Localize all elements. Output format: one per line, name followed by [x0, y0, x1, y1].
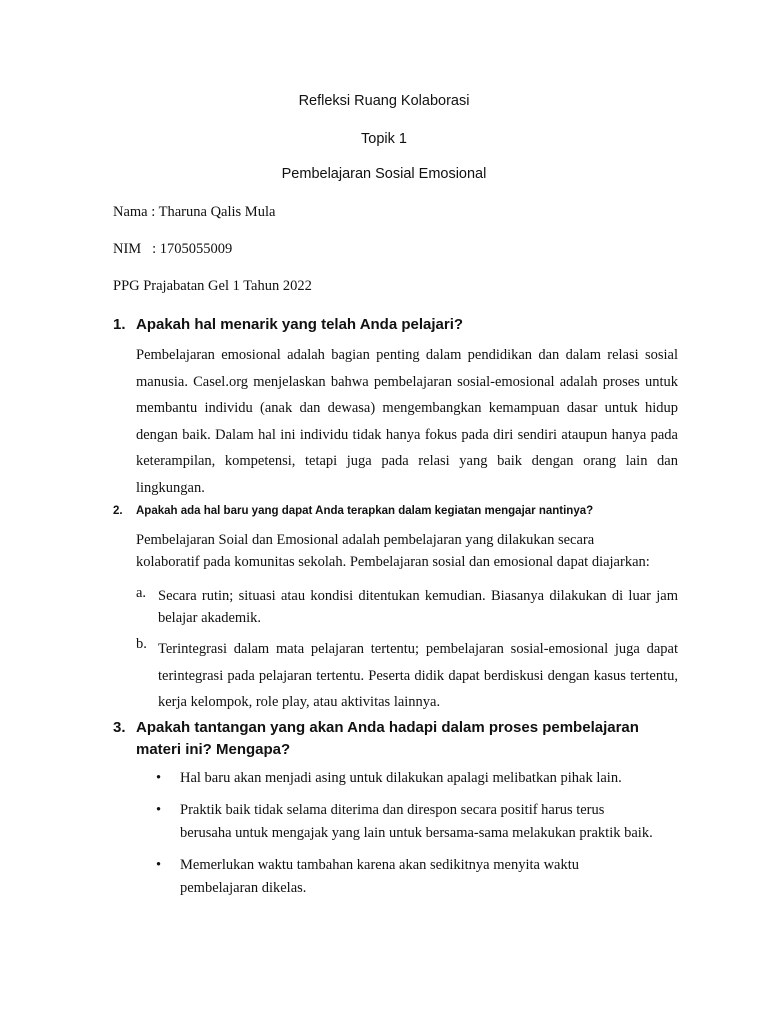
list-item-a-marker: a.	[136, 585, 147, 601]
answer-2-intro-line-1: Pembelajaran Soial dan Emosional adalah pembelajaran yang dilakukan secara	[136, 532, 595, 548]
list-item-a-text: Secara rutin; situasi atau kondisi ditentukan kemudian. Biasanya dilakukan di luar jam belajar akademik.	[158, 588, 678, 626]
question-3-text-line-1: Apakah tantangan yang akan Anda hadapi dalam proses pembelajaran	[136, 719, 639, 736]
program-info: PPG Prajabatan Gel 1 Tahun 2022	[113, 278, 312, 294]
bullet-2-marker: •	[156, 802, 162, 818]
bullet-2-text-line-1: Praktik baik tidak selama diterima dan direspon secara positif harus terus	[180, 802, 605, 818]
list-item-b-text: Terintegrasi dalam mata pelajaran tertentu; pembelajaran sosial-emosional juga dapat terintegrasi pada pelajaran tertentu. Peserta didik dapat berdiskusi dengan kasus tertentu, kerja kelompok, role play, atau aktivitas lainnya.	[158, 641, 678, 710]
bullet-3-text-line-2: pembelajaran dikelas.	[180, 880, 307, 896]
bullet-2-text-line-2: berusaha untuk mengajak yang lain untuk bersama-sama melakukan praktik baik.	[180, 825, 653, 841]
document-subject: Pembelajaran Sosial Emosional	[281, 166, 487, 182]
bullet-1-marker: •	[156, 770, 162, 786]
question-3-text-line-2: materi ini? Mengapa?	[136, 741, 291, 758]
student-name: Nama : Tharuna Qalis Mula	[113, 204, 276, 220]
question-2-text: Apakah ada hal baru yang dapat Anda terapkan dalam kegiatan mengajar nantinya?	[136, 505, 594, 517]
document-topic: Topik 1	[361, 131, 407, 147]
student-nim: NIM : 1705055009	[113, 241, 233, 257]
answer-1-paragraph: Pembelajaran emosional adalah bagian penting dalam pendidikan dan dalam relasi sosial manusia. Casel.org menjelaskan bahwa pembelajaran sosial-emosional adalah proses untuk membantu individu (anak dan dewasa) mengembangkan kemampuan dasar untuk hidup dengan baik. Dalam hal ini individu tidak hanya fokus pada diri sendiri ataupun hanya pada keterampilan, kompetensi, tetapi juga pada relasi yang baik dengan orang lain dan lingkungan.	[136, 347, 678, 496]
bullet-3-text-line-1: Memerlukan waktu tambahan karena akan sedikitnya menyita waktu	[180, 857, 580, 873]
document-title: Refleksi Ruang Kolaborasi	[298, 93, 470, 109]
answer-2-intro-line-2: kolaboratif pada komunitas sekolah. Pembelajaran sosial dan emosional dapat diajarkan:	[136, 554, 650, 570]
question-3-number: 3.	[113, 719, 126, 736]
bullet-3-marker: •	[156, 857, 162, 873]
question-1-text: Apakah hal menarik yang telah Anda pelajari?	[136, 316, 464, 333]
question-2-number: 2.	[113, 505, 123, 517]
question-1-number: 1.	[113, 316, 126, 333]
list-item-b-marker: b.	[136, 636, 147, 652]
bullet-1-text-line-1: Hal baru akan menjadi asing untuk dilakukan apalagi melibatkan pihak lain.	[180, 770, 622, 786]
